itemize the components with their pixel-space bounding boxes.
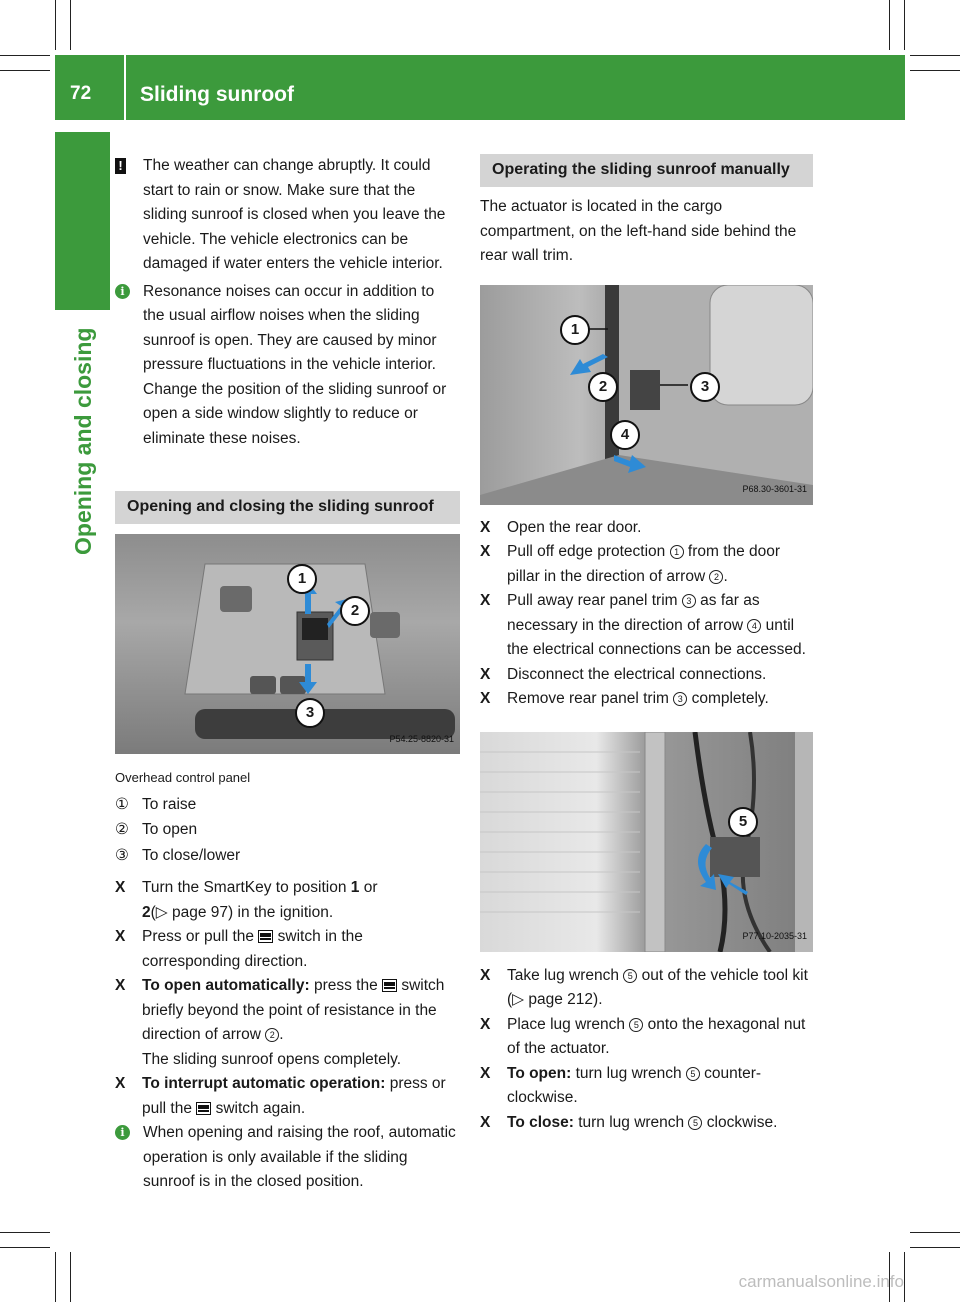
step-text: Place lug wrench bbox=[507, 1015, 630, 1033]
crop-mark bbox=[55, 0, 56, 50]
warning-note bbox=[115, 154, 460, 277]
step-label: To open: bbox=[507, 1064, 572, 1082]
step-arrow-icon: X bbox=[480, 1015, 491, 1033]
chapter-label: Opening and closing bbox=[70, 327, 96, 555]
step-text: counter-clockwise. bbox=[507, 1064, 762, 1106]
photo-code: P77.10-2035-31 bbox=[742, 931, 807, 941]
step-result: The sliding sunroof opens completely. bbox=[142, 1050, 402, 1068]
legend-text: To close/lower bbox=[142, 846, 241, 864]
sunroof-switch-icon bbox=[196, 1102, 211, 1115]
step-item bbox=[480, 516, 813, 541]
left-column bbox=[115, 154, 460, 1195]
arrow-number: 4 bbox=[747, 619, 761, 633]
crop-mark bbox=[889, 0, 890, 50]
warning-text: The weather can change abruptly. It could start to rain or snow. Make sure that the sliding sunroof is closed when you leave the vehicle. The vehicle electronics can be damaged if water enters the vehicle interior. bbox=[143, 157, 446, 272]
info-text: When opening and raising the roof, automatic operation is only available if the sliding sunroof is in the closed position. bbox=[143, 1124, 456, 1190]
crop-mark bbox=[910, 1247, 960, 1248]
step-item bbox=[480, 964, 813, 1013]
legend-number: ③ bbox=[115, 846, 129, 864]
position-value: 1 bbox=[350, 879, 360, 896]
crop-mark bbox=[70, 1252, 71, 1302]
callout-3: 3 bbox=[690, 372, 720, 402]
step-item bbox=[480, 687, 813, 712]
right-column bbox=[480, 154, 813, 1135]
info-text: Resonance noises can occur in addition to the usual airflow noises when the sliding sunroof is open. They are caused by minor pressure fluctuations in the vehicle interior. Change the position of the sliding sunroof or open a side window slightly to reduce or eliminate these noises. bbox=[143, 282, 447, 447]
photo-code: P68.30-3601-31 bbox=[742, 484, 807, 494]
cargo-compartment-illustration bbox=[480, 285, 813, 505]
step-arrow-icon: X bbox=[115, 1075, 126, 1092]
legend-number: ① bbox=[115, 795, 129, 813]
position-value: 2 bbox=[142, 903, 151, 921]
photo-caption: Overhead control panel bbox=[115, 770, 251, 785]
callout-1: 1 bbox=[287, 564, 317, 594]
step-text: clockwise. bbox=[702, 1113, 778, 1131]
step-text: or bbox=[359, 879, 378, 896]
crop-mark bbox=[910, 55, 960, 56]
crop-mark bbox=[910, 1232, 960, 1233]
step-item bbox=[115, 925, 460, 974]
overhead-panel-illustration bbox=[115, 534, 460, 754]
step-arrow-icon: X bbox=[480, 1113, 491, 1131]
step-text: press or pull the bbox=[142, 1075, 446, 1117]
watermark[interactable]: carmanualsonline.info bbox=[738, 1272, 904, 1291]
component-number: 3 bbox=[682, 594, 696, 608]
crop-mark bbox=[0, 55, 50, 56]
actuator-illustration bbox=[480, 732, 813, 952]
info-icon: i bbox=[115, 284, 130, 299]
sunroof-switch-icon bbox=[382, 979, 397, 992]
step-text: Disconnect the electrical connections. bbox=[507, 665, 767, 683]
info-note-resonance bbox=[115, 280, 460, 452]
step-text: onto the hexagonal nut of the actuator. bbox=[507, 1015, 806, 1057]
step-text: until the electrical connections can be accessed. bbox=[507, 616, 806, 658]
step-arrow-icon: X bbox=[115, 879, 126, 896]
crop-mark bbox=[904, 1252, 905, 1302]
page-title: Sliding sunroof bbox=[140, 83, 294, 106]
step-text: turn lug wrench bbox=[573, 1113, 689, 1131]
component-number: 5 bbox=[623, 969, 637, 983]
section-heading: Operating the sliding sunroof manually bbox=[480, 154, 813, 187]
overhead-control-panel-photo bbox=[115, 534, 460, 754]
step-text: completely. bbox=[687, 690, 769, 707]
legend-item bbox=[115, 793, 460, 818]
step-text: Press or pull the bbox=[142, 928, 259, 945]
step-arrow-icon: X bbox=[115, 928, 126, 945]
sunroof-switch-icon bbox=[258, 930, 273, 943]
step-arrow-icon: X bbox=[480, 665, 491, 683]
step-text: Pull off edge protection bbox=[507, 543, 670, 560]
info-icon: i bbox=[115, 1125, 130, 1140]
section-heading: Opening and closing the sliding sunroof bbox=[115, 491, 460, 524]
step-label: To interrupt automatic operation: bbox=[142, 1075, 386, 1092]
step-text: as far as necessary in the direction of arrow bbox=[507, 592, 760, 634]
legend-number: ② bbox=[115, 821, 129, 838]
info-note-automatic bbox=[115, 1121, 460, 1195]
legend-text: To open bbox=[142, 821, 198, 838]
step-item bbox=[480, 1013, 813, 1062]
step-item bbox=[115, 876, 460, 925]
crop-mark bbox=[0, 70, 50, 71]
callout-5: 5 bbox=[728, 807, 758, 837]
step-label: To open automatically: bbox=[142, 977, 310, 994]
step-text: from the door pillar in the direction of arrow bbox=[507, 543, 781, 585]
legend-item bbox=[115, 818, 460, 843]
crop-mark bbox=[70, 0, 71, 50]
component-number: 5 bbox=[686, 1067, 700, 1081]
legend-item bbox=[115, 844, 460, 869]
cargo-compartment-photo bbox=[480, 285, 813, 505]
page-reference: (▷ page 97) in the ignition. bbox=[150, 903, 334, 921]
component-number: 1 bbox=[670, 545, 684, 559]
step-item bbox=[115, 1072, 460, 1121]
step-arrow-icon: X bbox=[480, 518, 491, 536]
arrow-number: 2 bbox=[709, 570, 723, 584]
step-arrow-icon: X bbox=[115, 977, 126, 994]
component-number: 5 bbox=[629, 1018, 643, 1032]
callout-2: 2 bbox=[340, 596, 370, 626]
legend-text: To raise bbox=[142, 795, 197, 813]
step-text: switch again. bbox=[211, 1099, 306, 1117]
component-number: 5 bbox=[688, 1116, 702, 1130]
step-text: switch briefly beyond the point of resistance in the direction of arrow bbox=[142, 977, 445, 1043]
step-text: Open the rear door. bbox=[507, 518, 642, 536]
step-text: switch in the corresponding direction. bbox=[142, 928, 363, 970]
step-text: . bbox=[723, 567, 728, 585]
crop-mark bbox=[0, 1247, 50, 1248]
step-text: press the bbox=[309, 977, 383, 994]
header-divider bbox=[124, 55, 126, 120]
arrow-number: 2 bbox=[265, 1028, 279, 1042]
callout-4: 4 bbox=[610, 420, 640, 450]
step-arrow-icon: X bbox=[480, 966, 491, 984]
crop-mark bbox=[55, 1252, 56, 1302]
page-number: 72 bbox=[70, 83, 92, 104]
step-item bbox=[480, 540, 813, 589]
component-number: 3 bbox=[673, 692, 687, 706]
step-item bbox=[480, 1062, 813, 1111]
step-text: Turn the SmartKey to position bbox=[142, 879, 351, 896]
step-item bbox=[115, 974, 460, 1072]
step-arrow-icon: X bbox=[480, 543, 491, 560]
step-text: turn lug wrench bbox=[571, 1064, 686, 1082]
step-arrow-icon: X bbox=[480, 592, 491, 609]
step-text: out of the vehicle tool kit (▷ page 212). bbox=[507, 966, 808, 1008]
crop-mark bbox=[0, 1232, 50, 1233]
crop-mark bbox=[904, 0, 905, 50]
step-item bbox=[480, 1111, 813, 1136]
step-label: To close: bbox=[507, 1113, 574, 1131]
step-arrow-icon: X bbox=[480, 1064, 491, 1082]
step-text: Take lug wrench bbox=[507, 966, 624, 984]
intro-text: The actuator is located in the cargo compartment, on the left-hand side behind the rear wall trim. bbox=[480, 198, 797, 264]
callout-1: 1 bbox=[560, 315, 590, 345]
step-item bbox=[480, 663, 813, 688]
step-item bbox=[480, 589, 813, 663]
warning-icon: ! bbox=[115, 158, 126, 174]
step-arrow-icon: X bbox=[480, 690, 491, 707]
step-text: Remove rear panel trim bbox=[507, 690, 674, 707]
chapter-tab bbox=[55, 132, 110, 310]
callout-3: 3 bbox=[295, 698, 325, 728]
step-text: Pull away rear panel trim bbox=[507, 592, 682, 609]
step-text: . bbox=[279, 1026, 284, 1043]
crop-mark bbox=[910, 70, 960, 71]
callout-2: 2 bbox=[588, 372, 618, 402]
actuator-photo bbox=[480, 732, 813, 952]
photo-code: P54.25-8820-31 bbox=[389, 733, 454, 744]
